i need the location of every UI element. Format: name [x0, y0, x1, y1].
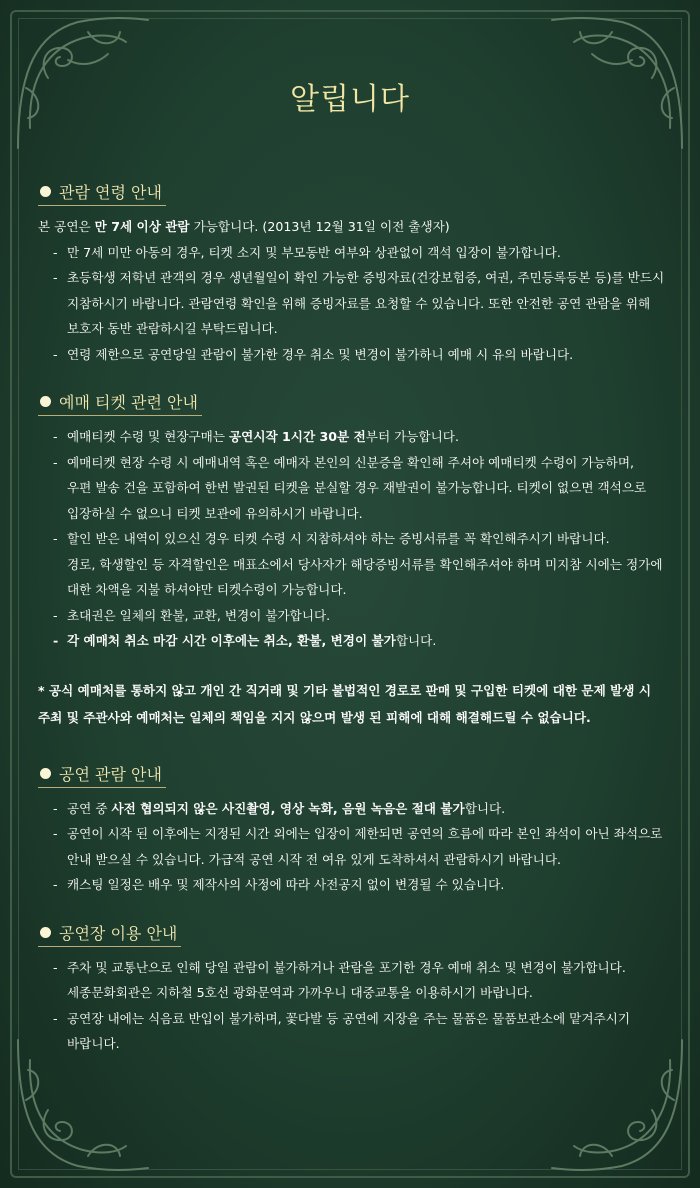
section-heading: [38, 180, 166, 206]
page-title: 알립니다: [290, 82, 410, 117]
list-item-text: 예매티켓 현장 수령 시 예매내역 혹은 예매자 본인의 신분증을 확인해 주셔야 예매티켓 수령이 가능하며,: [67, 454, 634, 470]
list-item: - 주차 및 교통난으로 인해 당일 관람이 불가하거나 관람을 포기한 경우 예매 취소 및 변경이 불가합니다.: [53, 959, 626, 975]
list-item-text: 합니다.: [395, 633, 437, 648]
list-item-text: 만 7세 미만 아동의 경우, 티켓 소지 및 부모동반 여부와 상관없이 객석 입장이 불가합니다.: [67, 244, 561, 260]
bullet-icon: [40, 927, 51, 938]
list-item-continuation: 바랍니다.: [67, 1036, 120, 1051]
section-viewing-info: [38, 762, 670, 898]
list-item: - 캐스팅 일정은 배우 및 제작사의 사정에 따라 사전공지 없이 변경될 수 있습니다.: [53, 877, 505, 892]
list-item-emphasis: 사전 협의되지 않은 사진촬영, 영상 녹화, 음원 녹음은 절대 불가: [111, 800, 465, 816]
list-item: - 연령 제한으로 공연당일 관람이 불가한 경우 취소 및 변경이 불가하니 예매 시 유의 바랍니다.: [53, 346, 574, 362]
list-item-text: 연령 제한으로 공연당일 관람이 불가한 경우 취소 및 변경이 불가하니 예매 시 유의 바랍니다.: [67, 346, 574, 362]
notice-line: 주최 및 주관사와 예매처는 일체의 책임을 지지 않으며 발생 된 피해에 대해 해결해드릴 수 없습니다.: [38, 709, 591, 725]
section-venue-info: [38, 921, 670, 1057]
section-intro: [38, 214, 670, 240]
list-item-continuation: 입장하실 수 없으니 티켓 보관에 유의하시기 바랍니다.: [67, 505, 363, 521]
list-item: - 예매티켓 수령 및 현장구매는 공연시작 1시간 30분 전부터 가능합니다.: [53, 429, 459, 444]
list-item-text: 공연 중: [67, 800, 112, 816]
section-heading: [38, 390, 202, 416]
bullet-icon: [40, 186, 51, 197]
list-item-text: 초등학생 저학년 관객의 경우 생년월일이 확인 가능한 증빙자료(건강보험증, 여권, 주민등록등본 등)를 반드시: [67, 270, 665, 285]
section-heading: [38, 921, 181, 947]
list-item: - 각 예매처 취소 마감 시간 이후에는 취소, 환불, 변경이 불가합니다.: [53, 633, 437, 648]
illegal-ticket-notice: [38, 677, 670, 731]
section-age-info: [38, 180, 670, 367]
intro-text: 본 공연은: [38, 219, 95, 234]
list-item-text: 주차 및 교통난으로 인해 당일 관람이 불가하거나 관람을 포기한 경우 예매 취소 및 변경이 불가합니다.: [67, 959, 626, 975]
list-item: - 공연이 시작 된 이후에는 지정된 시간 외에는 입장이 제한되면 공연의 흐름에 따라 본인 좌석이 아닌 좌석으로: [53, 826, 663, 841]
list-item-continuation: 경로, 학생할인 등 자격할인은 매표소에서 당사자가 해당증빙서류를 확인해주셔야 하며 미지참 시에는 정가에: [67, 556, 663, 572]
list-item-emphasis: 공연시작 1시간 30분 전: [229, 429, 366, 444]
intro-emphasis: 만 7세 이상 관람: [94, 219, 190, 234]
list-item: - 공연장 내에는 식음료 반입이 불가하며, 꽃다발 등 공연에 지장을 주는 물품은 물품보관소에 맡겨주시기: [53, 1010, 630, 1026]
section-heading-text: 공연 관람 안내: [59, 764, 162, 784]
list-item: - 예매티켓 현장 수령 시 예매내역 혹은 예매자 본인의 신분증을 확인해 주셔야 예매티켓 수령이 가능하며,: [53, 454, 634, 470]
notice-line: * 공식 예매처를 통하지 않고 개인 간 직거래 및 기타 불법적인 경로로 판매 및 구입한 티켓에 대한 문제 발생 시: [38, 682, 652, 698]
list-item-text: 캐스팅 일정은 배우 및 제작사의 사정에 따라 사전공지 없이 변경될 수 있습니다.: [67, 877, 505, 892]
list-item-text: 합니다.: [464, 800, 506, 816]
list-item-continuation: 보호자 동반 관람하시길 부탁드립니다.: [67, 321, 278, 336]
list-item: - 공연 중 사전 협의되지 않은 사진촬영, 영상 녹화, 음원 녹음은 절대 불가합니다.: [53, 800, 506, 816]
section-heading: [38, 762, 166, 788]
list-item-continuation: 대한 차액을 지불 하셔야만 티켓수령이 가능합니다.: [67, 582, 347, 597]
list-item-text: 공연이 시작 된 이후에는 지정된 시간 외에는 입장이 제한되면 공연의 흐름에 따라 본인 좌석이 아닌 좌석으로: [67, 826, 663, 841]
list-item-continuation: 안내 받으실 수 있습니다. 가급적 공연 시작 전 여유 있게 도착하셔서 관람하시기 바랍니다.: [67, 851, 562, 867]
list-item: - 할인 받은 내역이 있으신 경우 티켓 수령 시 지참하셔야 하는 증빙서류를 꼭 확인해주시기 바랍니다.: [53, 531, 610, 546]
section-heading-text: 관람 연령 안내: [59, 183, 162, 202]
list-item-continuation: 우편 발송 건을 포함하여 한번 발권된 티켓을 분실할 경우 재발권이 불가능합니다. 티켓이 없으면 객석으로: [67, 480, 647, 495]
list-item: - 초대권은 일체의 환불, 교환, 변경이 불가합니다.: [53, 607, 331, 623]
list-item-text: 부터 가능합니다.: [365, 429, 459, 444]
list-item: - 초등학생 저학년 관객의 경우 생년월일이 확인 가능한 증빙자료(건강보험증, 여권, 주민등록등본 등)를 반드시: [53, 270, 665, 285]
list-item-text: 공연장 내에는 식음료 반입이 불가하며, 꽃다발 등 공연에 지장을 주는 물품은 물품보관소에 맡겨주시기: [67, 1010, 630, 1026]
list-item-emphasis: 각 예매처 취소 마감 시간 이후에는 취소, 환불, 변경이 불가: [67, 633, 396, 648]
bullet-icon: [40, 396, 51, 407]
notice-content: [38, 180, 670, 1057]
list-item-continuation: 지참하시기 바랍니다. 관람연령 확인을 위해 증빙자료를 요청할 수 있습니다. 또한 안전한 공연 관람을 위해: [67, 295, 651, 311]
list-item: - 만 7세 미만 아동의 경우, 티켓 소지 및 부모동반 여부와 상관없이 객석 입장이 불가합니다.: [53, 244, 561, 260]
intro-text: 가능합니다. (2013년 12월 31일 이전 출생자): [189, 219, 450, 234]
section-ticket-info: [38, 390, 670, 654]
list-item-text: 할인 받은 내역이 있으신 경우 티켓 수령 시 지참하셔야 하는 증빙서류를 꼭 확인해주시기 바랍니다.: [67, 531, 610, 546]
list-item-text: 초대권은 일체의 환불, 교환, 변경이 불가합니다.: [67, 607, 331, 623]
list-item-text: 예매티켓 수령 및 현장구매는: [67, 429, 229, 444]
section-heading-text: 공연장 이용 안내: [59, 923, 178, 943]
section-heading-text: 예매 티켓 관련 안내: [59, 393, 198, 412]
bullet-icon: [40, 768, 51, 779]
list-item-continuation: 세종문화회관은 지하철 5호선 광화문역과 가까우니 대중교통을 이용하시기 바랍니다.: [67, 985, 533, 1000]
